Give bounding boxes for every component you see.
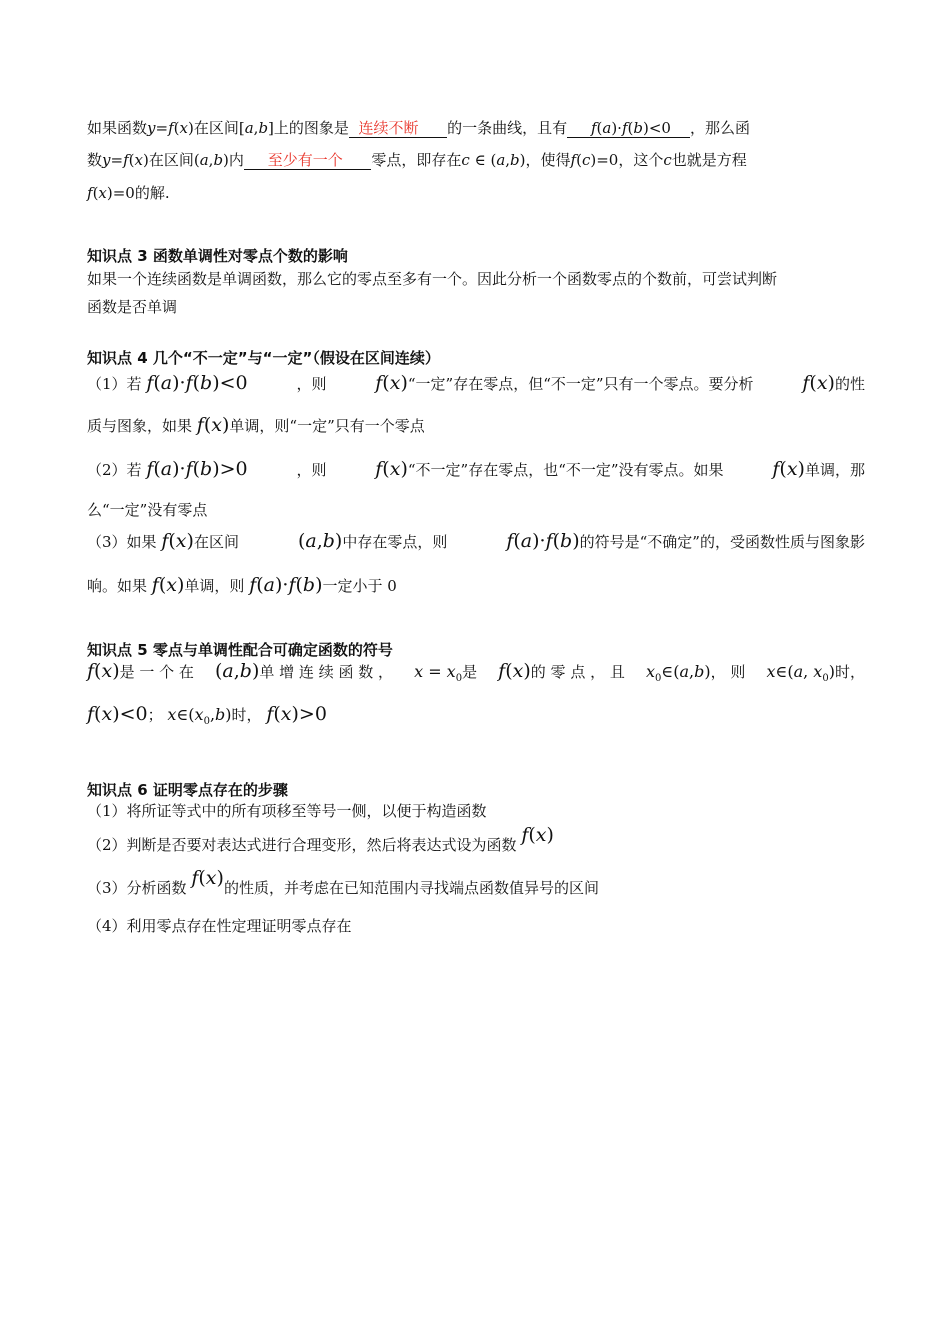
- section-title-k5: 知识点 5 零点与单调性配合可确定函数的符号: [87, 641, 393, 659]
- k6-step-1: （1）将所证等式中的所有项移至等号一侧，以便于构造函数: [87, 802, 487, 820]
- section-title-k4: 知识点 4 几个“不一定”与“一定”（假设在区间连续）: [87, 349, 440, 367]
- text: ，使得: [525, 151, 571, 169]
- text: 在区间: [193, 119, 239, 137]
- k4-item-2-line-1: （2）若 f(a)·f(b)>0 ，则 f(x)“不一定”存在零点，也“不一定”没有零点。如果 f(x)单调，那: [87, 458, 865, 480]
- text: ，这个: [618, 151, 664, 169]
- k4-item-1-line-2: 质与图象，如果 f(x)单调，则“一定”只有一个零点: [87, 414, 425, 436]
- answer-blank-2: 至少有一个: [244, 152, 371, 170]
- section-title-k3: 知识点 3 函数单调性对零点个数的影响: [87, 247, 348, 265]
- text: ，那么函: [690, 119, 751, 137]
- text: 的一条曲线，且有: [447, 119, 568, 137]
- k6-step-4: （4）利用零点存在性定理证明零点存在: [87, 917, 352, 935]
- intro-line-1: 如果函数y=f(x)在区间[a,b]上的图象是 连续不断 的一条曲线，且有 f(a)·f(b)<0 ，那么函: [87, 119, 751, 137]
- k5-line-2: f(x)<0； $x\in(x_0,b)$时， f(x)>0: [87, 703, 327, 728]
- text: 也就是方程: [671, 151, 747, 169]
- text: 的解.: [134, 184, 170, 202]
- text: 上的图象是: [273, 119, 349, 137]
- k6-step-2: （2）判断是否要对表达式进行合理变形，然后将表达式设为函数 f(x): [87, 824, 554, 854]
- k4-item-2-line-2: 么“一定”没有零点: [87, 501, 208, 519]
- intro-line-3: f(x)=0的解.: [87, 184, 170, 202]
- k3-line-1: 如果一个连续函数是单调函数，那么它的零点至多有一个。因此分析一个函数零点的个数前，可尝试判断: [87, 270, 778, 288]
- k6-step-3: （3）分析函数 f(x)的性质，并考虑在已知范围内寻找端点函数值异号的区间: [87, 867, 599, 897]
- k3-line-2: 函数是否单调: [87, 298, 178, 316]
- k4-item-1-line-1: （1）若 f(a)·f(b)<0 ，则 f(x)“一定”存在零点，但“不一定”只有一个零点。要分析 f(x)的性: [87, 372, 865, 394]
- text: 在区间: [148, 151, 194, 169]
- intro-line-2: 数y=f(x)在区间(a,b)内 至少有一个 零点，即存在c ∈ (a,b)，使得f(c)=0，这个c也就是方程: [87, 151, 747, 169]
- k5-line-1: f(x)是 一 个 在 (a,b)单 增 连 续 函 数 ， $x = x_0$是 f(x)的 零 点 ， 且 $x_0\in(a,b)$， 则 x∈(a, $x_0$)时，: [87, 660, 865, 685]
- text: 如果函数: [87, 119, 148, 137]
- k4-item-3-line-1: （3）如果 f(x)在区间 (a,b)中存在零点，则 f(a)·f(b)的符号是“不确定”的，受函数性质与图象影: [87, 530, 865, 552]
- answer-blank-1: 连续不断: [349, 120, 447, 138]
- text: 内: [228, 151, 244, 169]
- fx-formula: f(x): [375, 372, 408, 394]
- section-title-k6: 知识点 6 证明零点存在的步骤: [87, 781, 288, 799]
- text: 数: [87, 151, 103, 169]
- condition-blank: f(a)·f(b)<0: [567, 120, 690, 138]
- formula: y: [147, 119, 156, 137]
- k4-item-3-line-2: 响。如果 f(x)单调，则 f(a)·f(b)一定小于 0: [87, 574, 397, 596]
- text: 零点，即存在: [371, 151, 462, 169]
